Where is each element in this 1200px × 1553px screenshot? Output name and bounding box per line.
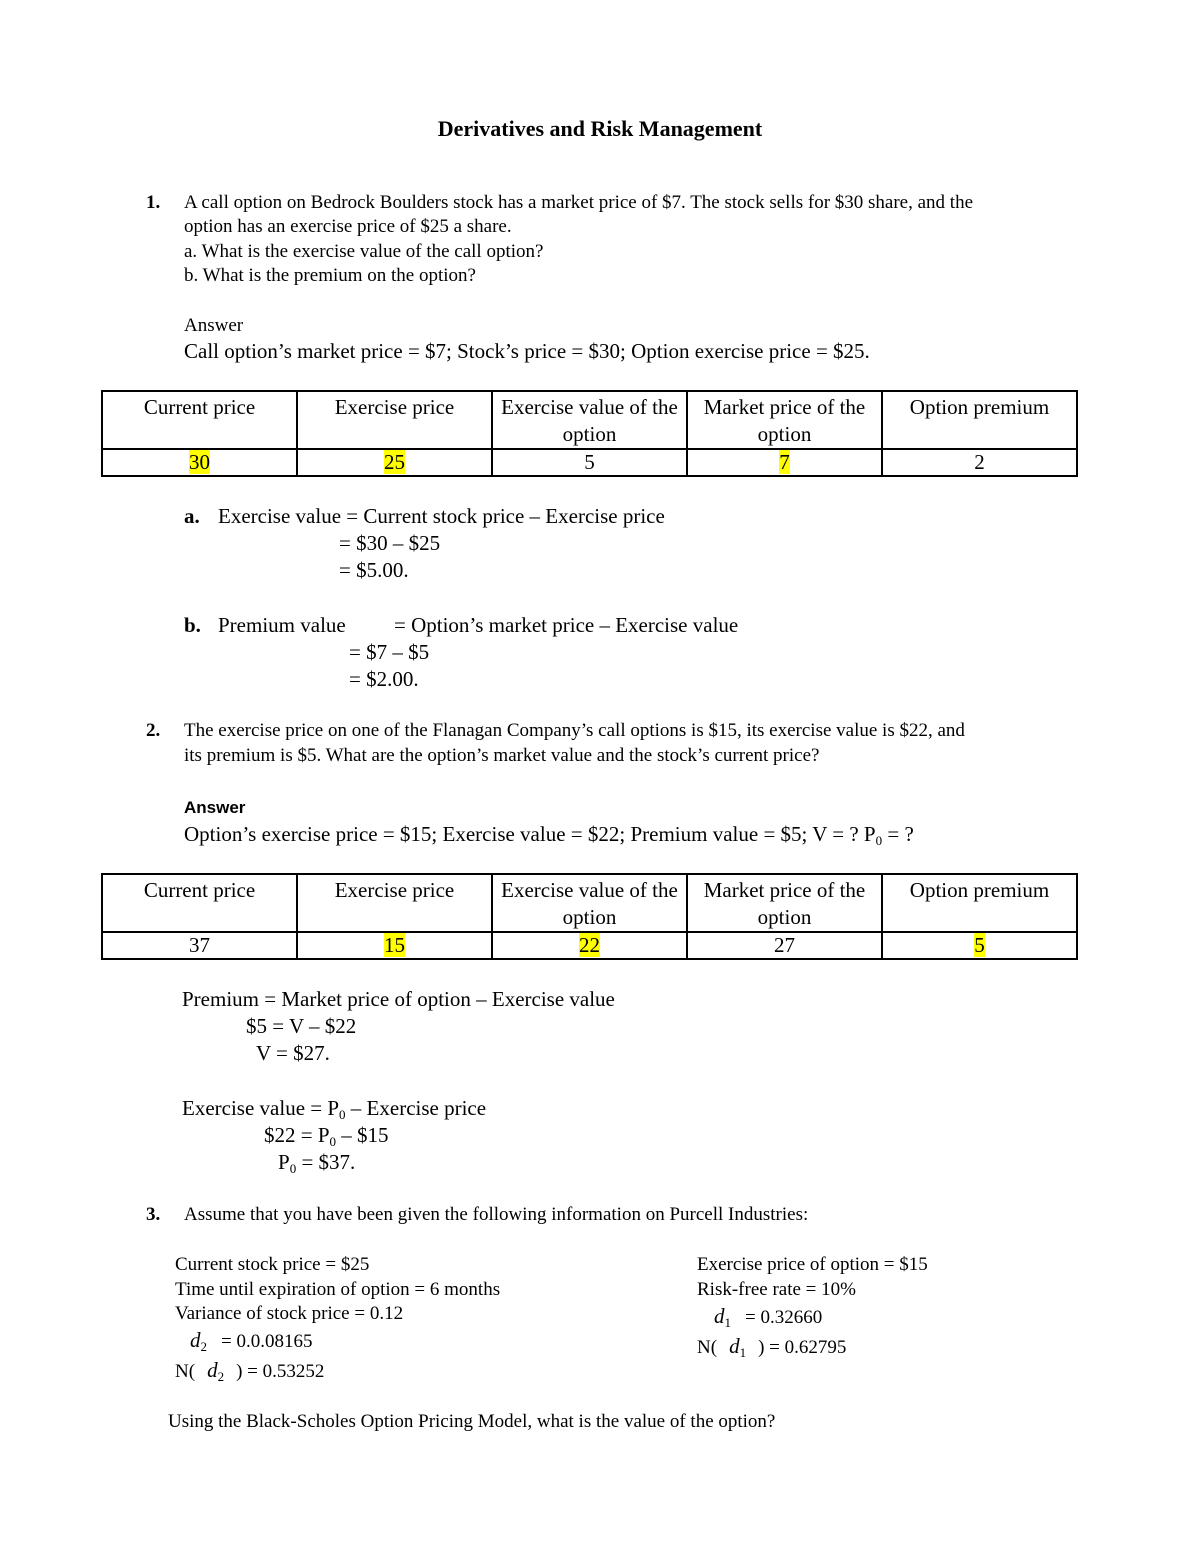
given-risk-free-rate: Risk-free rate = 10% [697,1279,856,1300]
table-value-cell [492,932,687,959]
highlighted-value: 5 [974,933,985,957]
table-header-cell: Option premium [882,874,1077,932]
table-value-cell [297,932,492,959]
question-1-part-b: b. What is the premium on the option? [184,265,476,286]
highlighted-value: 7 [779,450,790,474]
question-3-text: Assume that you have been given the following information on Purcell Industries: [184,1204,809,1225]
question-3-number: 3. [146,1204,161,1225]
solution-2-2-line-3: P0 = $37. [278,1150,356,1176]
given-d2: $d_2 = 0.0.08165$ [190,1328,313,1354]
question-1-answer-label: Answer [184,315,244,336]
question-1-text-line-2: option has an exercise price of $25 a share. [184,216,512,237]
table-value-cell [882,932,1077,959]
question-2-answer-label: Answer [184,798,246,817]
table-header-cell: Current price [102,874,297,932]
table-value-cell: 2 [882,449,1077,476]
highlighted-value: 22 [579,933,600,957]
table-value-cell [687,449,882,476]
question-2-text-line-2: its premium is $5. What are the option’s market value and the stock’s current price? [184,745,820,766]
table-header-cell: Exercise value of the option [492,391,687,449]
given-n-d2: N( $d_2$ ) = 0.53252 [175,1358,325,1384]
question-2-text-line-1: The exercise price on one of the Flanagan Company’s call options is $15, its exercise value is $22, and [184,720,965,741]
document-title: Derivatives and Risk Management [437,116,763,141]
given-exercise-price: Exercise price of option = $15 [697,1254,928,1275]
table-value-cell [102,449,297,476]
question-1-given: Call option’s market price = $7; Stock’s price = $30; Option exercise price = $25. [184,339,870,363]
solution-a-line-1: Exercise value = Current stock price – Exercise price [218,504,665,528]
question-1-text-line-1: A call option on Bedrock Boulders stock has a market price of $7. The stock sells for $30 share, and the [184,192,974,213]
table-header-cell: Exercise price [297,391,492,449]
given-n-d1: N( $d_1$ ) = 0.62795 [697,1334,847,1360]
solution-2-1-line-2: $5 = V – $22 [246,1014,357,1038]
given-variance: Variance of stock price = 0.12 [175,1303,404,1324]
table-value-cell: 27 [687,932,882,959]
question-2-table [101,873,1078,960]
table-header-cell: Current price [102,391,297,449]
table-value-cell: 37 [102,932,297,959]
solution-b-label: b. [184,613,201,637]
solution-a-label: a. [184,504,200,528]
question-1-table [101,390,1078,477]
solution-b-line-2: = $7 – $5 [349,640,430,664]
table-value-cell [297,449,492,476]
solution-b-line-1-label: Premium value [218,613,346,637]
table-header-cell: Market price of the option [687,874,882,932]
highlighted-value: 25 [384,450,405,474]
table-header-cell: Exercise value of the option [492,874,687,932]
solution-a-line-3: = $5.00. [339,558,409,582]
question-2-given: Option’s exercise price = $15; Exercise value = $22; Premium value = $5; V = ? P0 = ? [184,822,914,848]
question-2-number: 2. [146,720,161,741]
table-header-cell: Exercise price [297,874,492,932]
table-header-cell: Option premium [882,391,1077,449]
solution-b-line-1-formula: = Option’s market price – Exercise value [394,613,739,637]
solution-2-1-line-3: V = $27. [256,1041,330,1065]
table-header-cell: Market price of the option [687,391,882,449]
solution-a-line-2: = $30 – $25 [339,531,441,555]
solution-2-2-line-1: Exercise value = P0 – Exercise price [182,1096,487,1122]
question-3-prompt: Using the Black-Scholes Option Pricing Model, what is the value of the option? [168,1411,776,1432]
solution-b-line-3: = $2.00. [349,667,419,691]
table-value-cell: 5 [492,449,687,476]
solution-2-2-line-2: $22 = P0 – $15 [264,1123,389,1149]
given-d1: $d_1 = 0.32660$ [714,1304,823,1330]
given-current-stock-price: Current stock price = $25 [175,1254,370,1275]
question-1-number: 1. [146,192,161,213]
highlighted-value: 30 [189,450,210,474]
highlighted-value: 15 [384,933,405,957]
solution-2-1-line-1: Premium = Market price of option – Exercise value [182,987,615,1011]
question-1-part-a: a. What is the exercise value of the call option? [184,241,544,262]
given-time-until-expiration: Time until expiration of option = 6 months [175,1279,501,1300]
